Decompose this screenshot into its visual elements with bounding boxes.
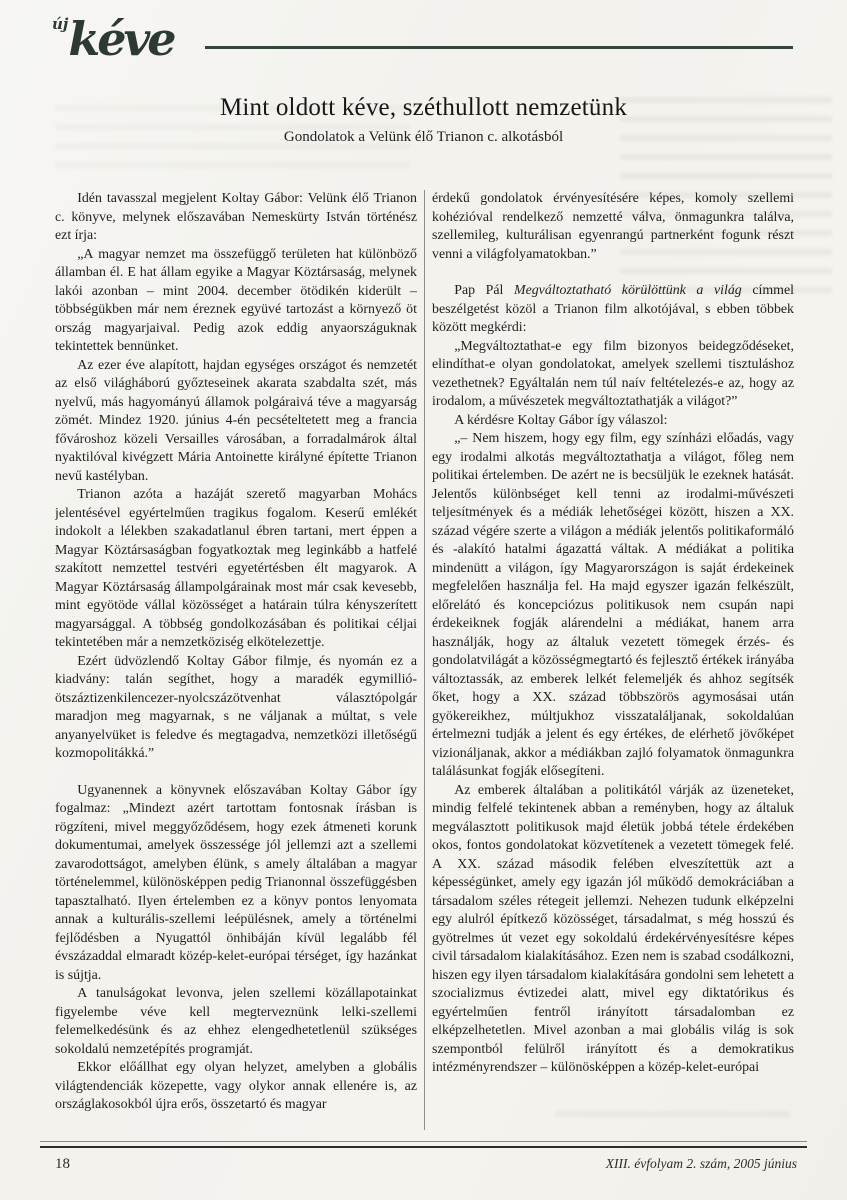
column-divider-rule bbox=[424, 190, 425, 1130]
paragraph: érdekű gondolatok érvényesítésére képes, komoly szellemi kohézióval rendelkező nemzetté válva, önmagunkra találva, szellemileg, kulturálisan egyenrangú partnerként fogunk részt venni a világfolyamatokban.” bbox=[432, 191, 794, 262]
paragraph: Ezért üdvözlendő Koltay Gábor filmje, és nyomán ez a kiadvány: talán segíthet, hogy a maradék egymillió-ötszáztizenkilencezer-nyolcszázötvenhat választópolgár maradjon meg magyarnak, s ne váljanak a múltat, s vele anyanyelvüket is feledve és megtagadva, nemzetközi illetőségű kozmopolitákká.” bbox=[55, 653, 417, 761]
paragraph: „Megváltoztathat-e egy film bizonyos beidegződéseket, elindíthat-e olyan gondolatokat, amelyek szellemi tisztuláshoz vezethetnek? Egyáltalán nem túl naív feltételezés-e az, hogy az irodalom, a művészetek megváltoztathatják a világot?” bbox=[432, 338, 794, 409]
paragraph: Az emberek általában a politikától várják az üzeneteket, mindig felfelé tekintenek abban a reményben, hogy az általuk megválasztott politikusok majd életük jobbá tétele érdekében okos, fontos gondolatokat közvetítenek a vezetett tömegek felé. A XX. század második felében elveszítettük azt a képességünket, amely egy igazán jól működő demokráciában a társadalom széles rétegeit jellemzi. Nehezen tudunk elképzelni egy alulról építkező közösséget, társadalmat, s még hosszú és gyötrelmes út vezet egy sokoldalú érdekérvényesítésre képes civil társadalom kialakításához. Ezen nem is szabad csodálkozni, hiszen egy ilyen társadalom kialakítására gondolni sem lehetett a szocializmus évtizedei alatt, mivel egy diktatórikus és egyértelműen fentről irányított társadalomban ez elképzelhetetlen. Mivel azonban a mai globális világ is sok szempontból felülről irányított és a demokratikus intézményrendszer – különösképpen a közép-kelet-európai bbox=[432, 782, 794, 1075]
paragraph: Ugyanennek a könyvnek előszavában Koltay Gábor így fogalmaz: „Mindezt azért tartottam fontosnak írásban is rögzíteni, mivel meggyőződésem, hogy ezek átmeneti korunk dokumentumai, amelyek összessége jól jellemzi azt a szellemi zavarodottságot, amelyben élünk, s amely általában a magyar történelemmel, különösképpen pedig Trianonnal összefüggésben tapasztalható. Ilyen értelemben ez a könyv pontos lenyomata annak a kulturális-szellemi leépülésnek, amely a történelmi fejlődésben a Nyugattól önhibáján kívül legalább fél évszázaddal elmaradt közép-kelet-európai térséget, így hazánkat is sújtja. bbox=[55, 782, 417, 983]
paragraph: A tanulságokat levonva, jelen szellemi közállapotainkat figyelembe véve kell megterveznünk lelki-szellemi felemelkedésünk és az ehhez elengedhetetlenül szükséges sokoldalú nemzetépítés programját. bbox=[55, 986, 417, 1057]
page-number: 18 bbox=[55, 1156, 70, 1172]
footer-rule bbox=[40, 1141, 807, 1148]
paragraph: Ekkor előállhat egy olyan helyzet, amelyben a globális világtendenciák közepette, vagy olykor annak ellenére is, az országlakosokból újra erős, összetartó és magyar bbox=[55, 1060, 417, 1112]
article-column-right bbox=[432, 190, 794, 1130]
paragraph: „– Nem hiszem, hogy egy film, egy színházi előadás, vagy egy irodalmi alkotás megváltoztathatja a világot, főleg nem politikai értelemben. De azért ne is becsüljük le ezeknek hatását. Jelentős különbséget kell tenni az irodalmi-művészeti teljesítmények és a médiák lehetőségei között, hiszen a XX. század végére szerte a világon a médiák jelentős politikaformáló és -alakító hatalmi ágazattá váltak. A médiákat a politika mindenütt a világon, így Magyarországon is saját érdekeinek megfelelően használja fel. Ha majd egyszer igazán felkészült, előrelátó és koncepciózus politikusok nem csupán napi érdekeiknek fogják alárendelni a médiákat, hanem arra használják, hogy az általuk vezetett tömegek érzés- és gondolatvilágát a közösségmegtartó és fejlesztő értékek irányába változtassák, az emberek lelkét felemeljék és ahhoz segítsék őket, hogy a XX. század többszörös agymosásai után gyökereikhez, múltjukhoz visszataláljanak, sokoldalúan értelmezni tudják a jelent és egy értékes, de elérhető jövőképet vizionáljanak, akkor a médiákban zajló folyamatok önmagunkra találásunkat fogják elősegíteni. bbox=[432, 431, 794, 779]
paragraph: A kérdésre Koltay Gábor így válaszol: bbox=[454, 412, 668, 428]
article-subtitle: Gondolatok a Velünk élő Trianon c. alkotásból bbox=[283, 129, 564, 145]
masthead-rule bbox=[205, 46, 793, 49]
footer-row bbox=[55, 1156, 797, 1173]
paragraph: „A magyar nemzet ma összefüggő területen hat különböző államban él. E hat állam egyike a Magyar Köztársaság, melynek lakói azonban – mint 2004. december ötödikén kiderült – többségükben már nem éreznek együvé tartozást a környező öt ország magyarjaival. Pedig azok eddig anyaországuknak tekintettek bennünket. bbox=[55, 246, 417, 354]
article-body bbox=[55, 190, 794, 1130]
magazine-logo bbox=[52, 12, 173, 66]
paragraph: Az ezer éve alapított, hajdan egységes országot és nemzetét az első világháború győzteseinek akarata szabdalta szét, más nyelvű, más hagyományú államok polgáraivá téve a magyarság zömét. Mindez 1920. június 4-én pecsételtetett meg a francia fővároshoz közeli Versailles városában, a forradalmárok által nyaktilóval kivégzett Mária Antoinette királyné építette Trianon nevű kastélyban. bbox=[55, 357, 417, 484]
issue-info: XIII. évfolyam 2. szám, 2005 június bbox=[605, 1156, 797, 1171]
article-column-left bbox=[55, 190, 417, 1130]
paragraph: Pap Pál Megváltoztatható körülöttünk a világ címmel beszélgetést közöl a Trianon film alkotójával, s ebben többek között megkérdi: bbox=[432, 283, 794, 335]
article-title: Mint oldott kéve, széthullott nemzetünk bbox=[219, 94, 628, 121]
paragraph: Trianon azóta a hazáját szerető magyarban Mohács jelentésével egyértelműen tragikus fogalom. Keserű emlékét indokolt a lélekben szakadatlanul ébren tartani, mert éppen a Magyar Köztársaságban fogyatkoztak meg leginkább a hatfelé szakított nemzettel testvéri egyetértésben élt magyarok. A Magyar Köztársaság állampolgárainak most már csak kevesebb, mint egyötöde vállal közösséget a határain túlra kényszerített magyarsággal. A többség gondolkozásában és politikai céljai tekintetében már a nemzetköziség elkötelezettje. bbox=[55, 487, 417, 650]
logo-prefix-text: új bbox=[52, 15, 69, 33]
paragraph: Idén tavasszal megjelent Koltay Gábor: Velünk élő Trianon c. könyve, melynek előszavában Nemeskürty István történész ezt írja: bbox=[55, 191, 417, 243]
logo-name-text: kéve bbox=[68, 12, 174, 66]
